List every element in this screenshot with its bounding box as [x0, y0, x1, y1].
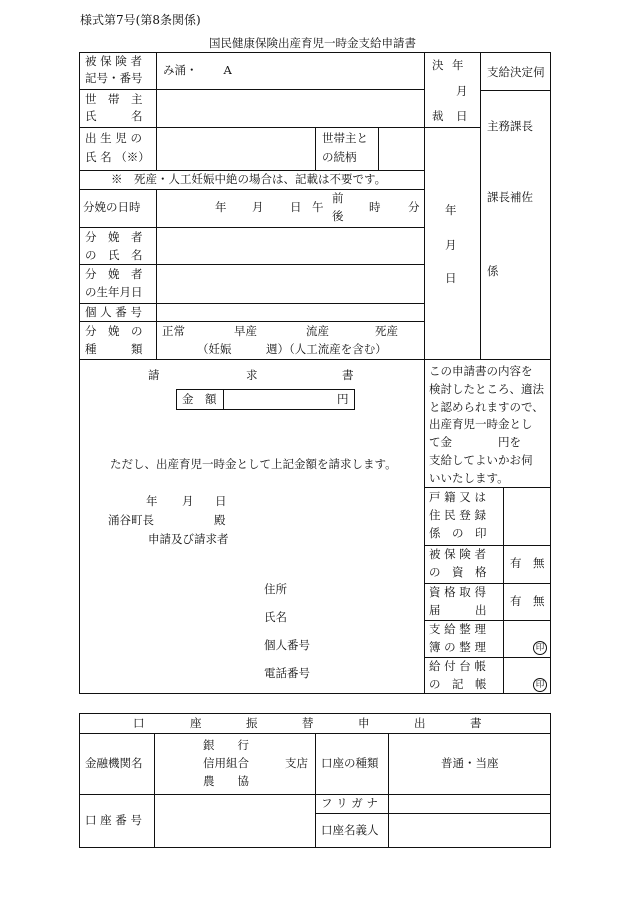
deputy-chief-label: 課長補佐 [487, 190, 533, 204]
insured-value[interactable]: み涌・ A [163, 63, 232, 77]
address-label: 住所 [264, 582, 287, 596]
amount-input[interactable] [225, 390, 335, 408]
relation-field[interactable] [379, 128, 423, 169]
acquisition-value[interactable]: 有 無 [510, 594, 545, 608]
payment-ledger-seal[interactable]: 印 [533, 641, 547, 655]
account-type-label: 口座の種類 [321, 756, 379, 770]
furigana-field[interactable] [389, 795, 549, 812]
householder-name-field[interactable] [157, 90, 423, 126]
claim-statement: ただし、出産育児一時金として上記金額を請求します。 [110, 457, 397, 471]
bank-type-agri-coop[interactable]: 農 協 [203, 774, 249, 788]
claim-date-day: 日 [215, 494, 227, 508]
bank-type-bank[interactable]: 銀 行 [203, 738, 249, 752]
insured-status-value[interactable]: 有 無 [510, 556, 545, 570]
decision-sai: 裁 [432, 109, 444, 123]
account-holder-field[interactable] [389, 814, 549, 846]
delivery-type-normal[interactable]: 正常 [162, 324, 185, 338]
staff-label: 係 [487, 264, 499, 278]
applicant-personal-number-label: 個人番号 [264, 638, 310, 652]
payment-decision-label: 支給決定伺 [487, 65, 545, 79]
personal-number-field[interactable] [157, 304, 423, 320]
phone-label: 電話番号 [264, 666, 310, 680]
newborn-label-2: 氏 名 （※） [85, 150, 150, 164]
decision-day: 日 [445, 271, 457, 285]
mother-name-field[interactable] [157, 228, 423, 263]
furigana-label: フ リ ガ ナ [321, 796, 378, 810]
pregnancy-weeks-note: （妊娠 週）（人工流産を含む） [197, 342, 387, 356]
stillbirth-note: ※ 死産・人工妊娠中絶の場合は、記載は不要です。 [111, 172, 387, 186]
registry-seal-field[interactable] [504, 488, 549, 544]
bank-type-credit-union[interactable]: 信用組合 [203, 756, 249, 770]
amount-label: 金 額 [182, 392, 217, 406]
claim-date-year: 年 [146, 494, 158, 508]
claim-title-1: 請 [148, 368, 160, 382]
relation-label-2: の続柄 [322, 150, 357, 164]
delivery-type-miscarriage[interactable]: 流産 [306, 324, 329, 338]
addressee: 涌谷町長 [108, 513, 154, 527]
birth-datetime-label: 分娩の日時 [83, 200, 141, 214]
insured-label: 被 保 険 者 [85, 54, 142, 68]
account-holder-label: 口座名義人 [321, 823, 379, 837]
branch-label: 支店 [285, 756, 308, 770]
householder-label: 世 帯 主 [85, 92, 143, 106]
honorific: 殿 [214, 513, 226, 527]
decision-nen: 年 [452, 58, 464, 72]
delivery-type-premature[interactable]: 早産 [234, 324, 257, 338]
account-type-value[interactable]: 普通・当座 [441, 756, 499, 770]
mother-name-label-2: の 氏 名 [85, 248, 143, 262]
institution-label: 金融機関名 [85, 756, 143, 770]
form-number: 様式第7号(第8条関係) [80, 13, 201, 27]
applicant-label: 申請及び請求者 [148, 532, 229, 546]
delivery-type-label: 分 娩 の [85, 324, 143, 338]
delivery-type-label-2: 種 類 [85, 342, 143, 356]
decision-year: 年 [445, 203, 457, 217]
decision-month: 月 [445, 238, 457, 252]
decision-hi: 日 [456, 109, 468, 123]
benefit-ledger-seal[interactable]: 印 [533, 678, 547, 692]
claim-title-2: 求 [246, 368, 258, 382]
relation-label: 世帯主と [322, 131, 368, 145]
amount-unit: 円 [337, 392, 349, 406]
name-label: 氏名 [264, 610, 287, 624]
mother-name-label: 分 娩 者 [85, 230, 143, 244]
newborn-name-field[interactable] [157, 128, 314, 169]
account-number-field[interactable] [155, 795, 314, 846]
account-number-label: 口 座 番 号 [85, 813, 142, 827]
section-chief-label: 主務課長 [487, 119, 533, 133]
newborn-label: 出 生 児 の [85, 131, 142, 145]
claim-date-month: 月 [182, 494, 194, 508]
decision-tsuki: 月 [456, 84, 468, 98]
mother-dob-field[interactable] [157, 265, 423, 302]
page-title: 国民健康保険出産育児一時金支給申請書 [209, 36, 416, 50]
decision-ketsu: 決 [432, 58, 444, 72]
householder-label-2: 氏 名 [85, 109, 143, 123]
mother-dob-label-2: の生年月日 [85, 285, 143, 299]
insured-label-2: 記号・番号 [85, 71, 143, 85]
claim-title-3: 書 [342, 368, 354, 382]
personal-number-label: 個 人 番 号 [85, 305, 142, 319]
mother-dob-label: 分 娩 者 [85, 267, 143, 281]
delivery-type-stillbirth[interactable]: 死産 [375, 324, 398, 338]
